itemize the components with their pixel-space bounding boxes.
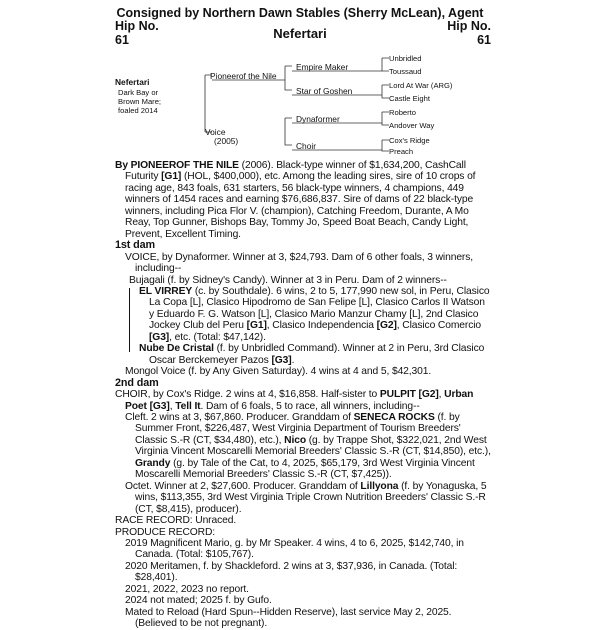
choir-text-1: CHOIR, by Cox's Ridge. 2 wins at 4, $16,858. Half-sister to xyxy=(115,389,380,401)
produce-2020: 2020 Meritamen, f. by Shackleford. 2 wins at 3, $37,936, in Canada. (Total: $28,401). xyxy=(125,560,458,584)
pedigree-dam: Voice xyxy=(205,127,226,137)
horse-title: Nefertari xyxy=(273,26,327,41)
produce-2024-2025: 2024 not mated; 2025 f. by Gufo. xyxy=(125,595,272,607)
hip-label-right: Hip No. xyxy=(447,19,491,33)
seneca-rocks-name: SENECA ROCKS xyxy=(353,411,435,423)
el-virrey-entry xyxy=(139,286,491,343)
pedigree-ds: Dynaformer xyxy=(296,114,340,124)
sire-grade: [G1] xyxy=(161,171,182,183)
mongol-line: Mongol Voice (f. by Any Given Saturday). 4 wins at 4 and 5, $42,301. xyxy=(125,366,432,378)
choir-line xyxy=(115,389,491,412)
bujagali-line: Bujagali (f. by Sidney's Candy). Winner at 3 in Peru. Dam of 2 winners-- xyxy=(129,274,447,286)
bujagali-produce xyxy=(115,286,491,366)
el-virrey-g3: [G3] xyxy=(149,331,170,343)
sire-text-2: (HOL, $400,000), etc. Among the leading sires, sire of 10 crops of racing age, 843 foals, 631 starters, 56 black-type winners, 4 champions, 449 winners of 1454 races and earning $76,686,837. Sire of dams of 22 black-type winners, including Pica Flor V. (champion), Catching Freedom, Durante, A Mo Reay, Top Gunner, Bishops Bay, Tommy Jo, Speed Boat Beach, Candy Light, Prevent, Excellent Timing. xyxy=(125,171,476,240)
urban-poet-grade: [G3] xyxy=(149,400,170,412)
cleft-text-3: (g. by Trappe Shot, $322,021, 2nd West Virginia Vincent Moscarelli Memorial Breeders' Classic S.-R (CT, $14,850), etc.), xyxy=(135,434,491,458)
tell-it-name: Tell It xyxy=(175,400,201,412)
pedigree-sds: Lord At War (ARG) xyxy=(389,81,453,90)
el-virrey-text-4: , etc. (Total: $47,142). xyxy=(169,331,266,343)
catalog-body xyxy=(115,160,491,630)
nube-name: Nube De Cristal xyxy=(139,343,214,355)
pedigree-desc-1: Dark Bay or xyxy=(118,88,159,97)
lillyona-name: Lillyona xyxy=(360,480,399,492)
cleft-text-1: Cleft. 2 wins at 3, $67,860. Producer. Granddam of xyxy=(125,411,354,423)
el-virrey-g2: [G2] xyxy=(376,320,397,332)
el-virrey-name: EL VIRREY xyxy=(139,285,193,297)
pedigree-sd: Star of Goshen xyxy=(296,86,353,96)
pedigree-dds: Cox's Ridge xyxy=(389,136,430,145)
el-virrey-g1: [G1] xyxy=(246,320,267,332)
pedigree-ssd: Toussaud xyxy=(389,67,422,76)
pedigree-sdd: Castle Eight xyxy=(389,94,430,103)
nico-name: Nico xyxy=(284,434,306,446)
cleft-text-4: (g. by Tale of the Cat, to 4, 2025, $65,179, 3rd West Virginia Vincent Moscarelli Memorial Breeders' Classic S.-R (CT, $7,425)). xyxy=(135,457,475,481)
hip-number-left: 61 xyxy=(115,33,129,47)
pedigree-desc-2: Brown Mare; xyxy=(118,97,162,106)
pedigree-ss: Empire Maker xyxy=(296,62,349,72)
pedigree-dam-year: (2005) xyxy=(214,136,239,146)
first-dam-heading: 1st dam xyxy=(115,239,155,252)
consignor-line: Consigned by Northern Dawn Stables (Sherry McLean), Agent xyxy=(116,6,484,20)
pulpit-name: PULPIT xyxy=(379,389,416,401)
pedigree-dd: Choir xyxy=(296,141,317,151)
second-dam-heading: 2nd dam xyxy=(115,376,159,389)
cleft-line xyxy=(115,412,491,481)
produce-2021-2023: 2021, 2022, 2023 no report. xyxy=(125,583,249,595)
choir-text-3: , xyxy=(169,400,176,412)
pedigree-horse-name: Nefertari xyxy=(115,77,150,87)
nube-g3: [G3] xyxy=(271,354,292,366)
pedigree-bracket-lines xyxy=(0,0,600,160)
octet-text-1: Octet. Winner at 2, $27,600. Producer. Granddam of xyxy=(125,480,361,492)
sire-lead: By PIONEEROF THE NILE xyxy=(115,160,239,171)
sire-paragraph xyxy=(115,160,491,240)
nube-text-1: (f. by Unbridled Command). Winner at 2 in Peru, 3rd Clasico Oscar Berckemeyer Pazos xyxy=(149,343,485,366)
choir-text-4: . Dam of 6 foals, 5 to race, all winners, including-- xyxy=(200,400,420,412)
nube-entry xyxy=(139,343,491,366)
el-virrey-text-1: (c. by Southdale). 6 wins, 2 to 5, 177,990 new sol, in Peru, Clasico La Copa [L], Clasico Hipodromo de San Felipe [L], Clasico Carlos II Watson y Eduardo F. G. Watson [L], Clasico Mario Manzur Chamy [L], 2nd Clasico Jockey Club del Peru xyxy=(149,285,490,332)
el-virrey-text-2: , Clasico Independencia xyxy=(266,320,377,332)
race-record: RACE RECORD: Unraced. xyxy=(115,515,237,527)
pulpit-grade: [G2] xyxy=(418,389,439,401)
grandy-name: Grandy xyxy=(135,457,171,469)
cleft-text-2: (f. by Summer Front, $226,487, West Virginia Department of Tourism Breeders' Classic S.-R (CT, $34,480), etc.), xyxy=(135,411,461,446)
pedigree-ddd: Preach xyxy=(389,147,414,156)
hip-label-left: Hip No. xyxy=(115,19,159,33)
urban-poet-name: Urban Poet xyxy=(125,389,474,412)
choir-text-2: , xyxy=(438,389,445,401)
pedigree-desc-3: foaled 2014 xyxy=(118,106,158,115)
mated-line: Mated to Reload (Hard Spun--Hidden Reserve), last service May 2, 2025. (Believed to be not pregnant). xyxy=(125,606,452,630)
hip-number-right: 61 xyxy=(477,33,491,47)
octet-text-2: (f. by Yonaguska, 5 wins, $113,355, 3rd West Virginia Triple Crown Nutrition Breeders' Classic S.-R (CT, $8,415), producer). xyxy=(135,480,487,515)
pedigree-sss: Unbridled xyxy=(389,54,422,63)
pedigree-dsd: Andover Way xyxy=(389,121,435,130)
voice-line: VOICE, by Dynaformer. Winner at 3, $24,793. Dam of 6 other foals, 3 winners, including-- xyxy=(125,251,474,275)
el-virrey-text-3: , Clasico Comercio xyxy=(396,320,482,332)
pedigree-dss: Roberto xyxy=(389,108,417,117)
pedigree-sire: Pioneerof the Nile xyxy=(210,71,277,81)
produce-rule xyxy=(129,288,130,352)
nube-text-2: . xyxy=(291,354,295,366)
produce-2019: 2019 Magnificent Mario, g. by Mr Speaker. 4 wins, 4 to 6, 2025, $142,740, in Canada. (Total: $105,767). xyxy=(125,537,464,561)
produce-record-heading: PRODUCE RECORD: xyxy=(115,526,216,538)
sire-text-1: (2006). Black-type winner of $1,634,200, CashCall Futurity xyxy=(125,160,466,183)
octet-line xyxy=(115,481,491,515)
